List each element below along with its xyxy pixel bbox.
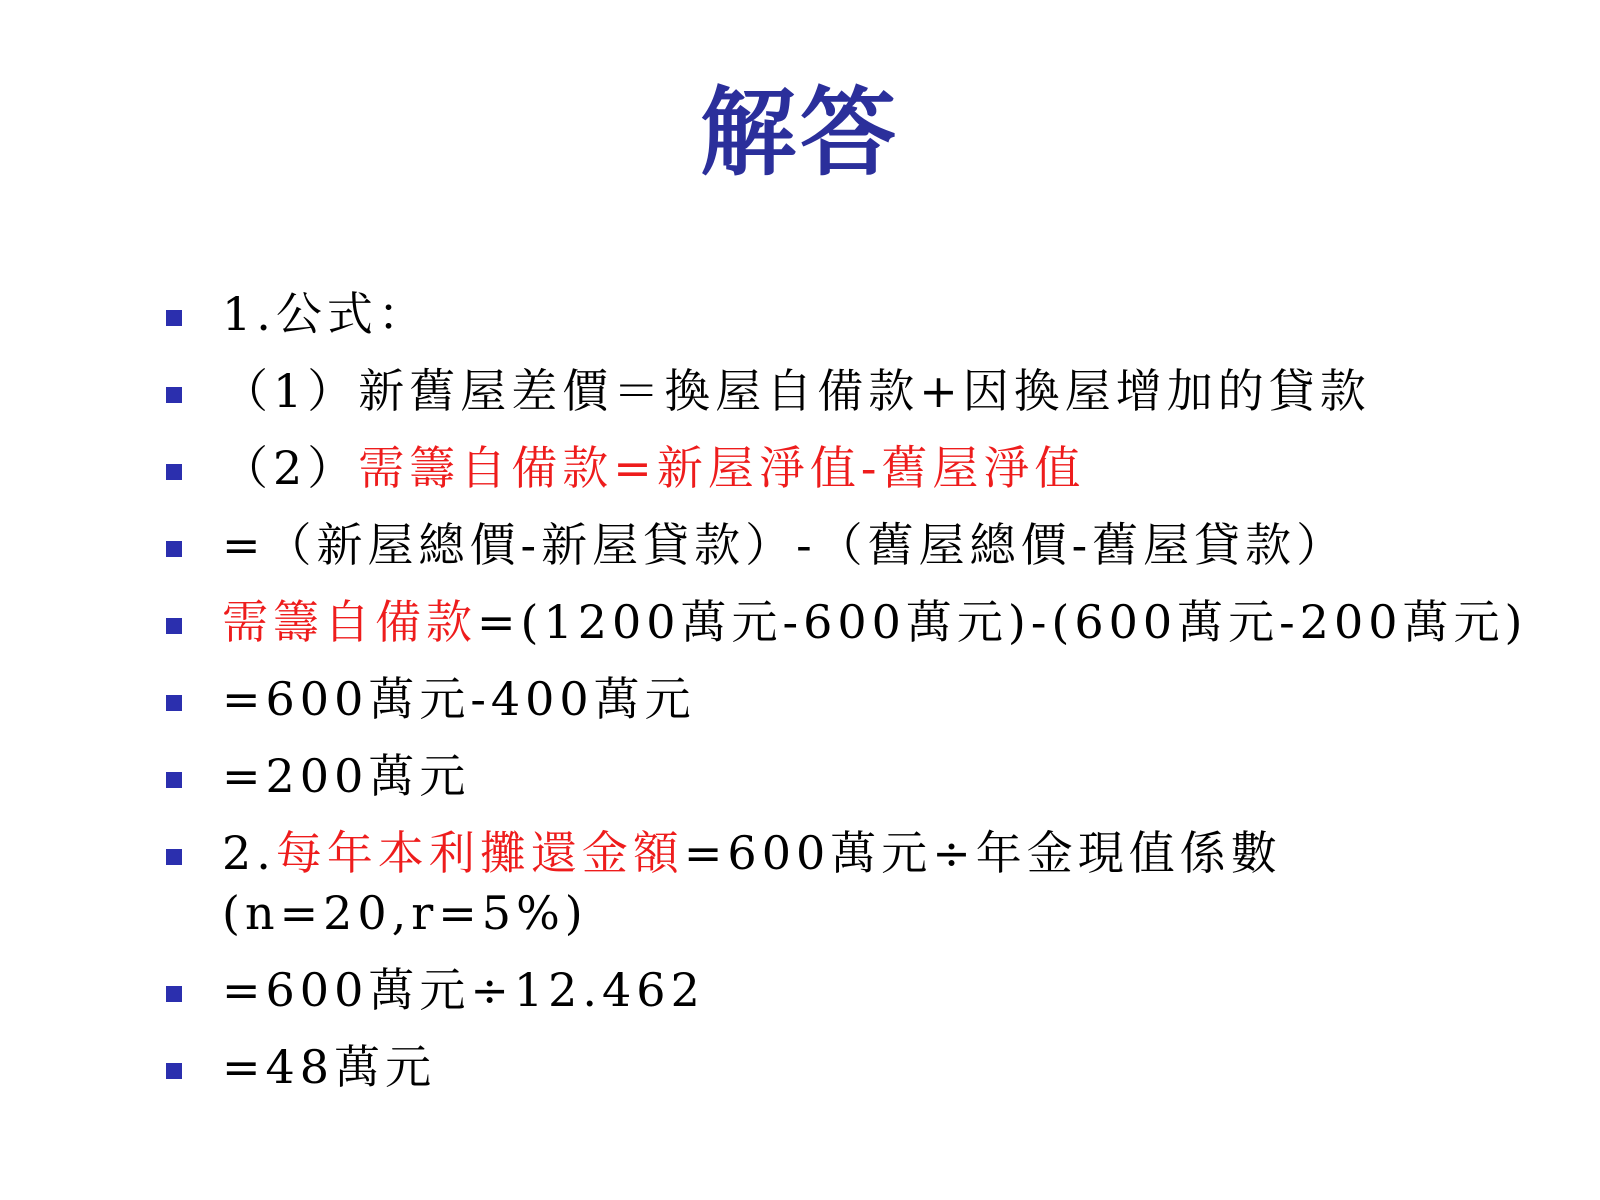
square-bullet-icon <box>166 695 182 711</box>
bullet-item-formula-1 <box>166 361 1566 438</box>
square-bullet-icon <box>166 387 182 403</box>
bullet-item-payment-result <box>166 1037 1566 1114</box>
bullet-text: =200萬元 <box>222 749 471 803</box>
bullet-text <box>222 592 1527 652</box>
slide-title: 解答 <box>700 76 900 189</box>
bullet-highlight: 需籌自備款 <box>222 595 477 649</box>
bullet-text: （1）新舊屋差價＝換屋自備款+因換屋增加的貸款 <box>222 364 1371 418</box>
bullet-suffix: =(1200萬元-600萬元)-(600萬元-200萬元) <box>477 595 1528 649</box>
bullet-second-line: (n=20,r=5%) <box>222 886 588 940</box>
bullet-item-step <box>166 669 1566 746</box>
bullet-list <box>166 284 1566 1114</box>
bullet-item-result <box>166 746 1566 823</box>
square-bullet-icon <box>166 986 182 1002</box>
bullet-text: =48萬元 <box>222 1040 437 1094</box>
bullet-prefix: （2） <box>222 441 359 495</box>
square-bullet-icon <box>166 541 182 557</box>
bullet-text <box>222 823 1282 943</box>
bullet-item-payment-formula <box>166 823 1566 960</box>
square-bullet-icon <box>166 1063 182 1079</box>
bullet-text: =600萬元÷12.462 <box>222 963 705 1017</box>
square-bullet-icon <box>166 310 182 326</box>
bullet-item-expansion <box>166 515 1566 592</box>
bullet-item-calculation <box>166 592 1566 669</box>
square-bullet-icon <box>166 464 182 480</box>
square-bullet-icon <box>166 849 182 865</box>
bullet-suffix: =600萬元÷年金現值係數 <box>683 826 1282 880</box>
bullet-text: =（新屋總價-新屋貸款）-（舊屋總價-舊屋貸款） <box>222 518 1348 572</box>
square-bullet-icon <box>166 772 182 788</box>
bullet-prefix: 2. <box>222 826 276 880</box>
bullet-highlight: 每年本利攤還金額 <box>275 826 684 880</box>
bullet-text: 1.公式： <box>222 287 429 341</box>
bullet-item-formula-2 <box>166 438 1566 515</box>
bullet-highlight: 需籌自備款=新屋淨值-舊屋淨值 <box>358 441 1086 495</box>
bullet-item-formula-heading <box>166 284 1566 361</box>
square-bullet-icon <box>166 618 182 634</box>
bullet-text: =600萬元-400萬元 <box>222 672 696 726</box>
bullet-item-payment-step <box>166 960 1566 1037</box>
bullet-text <box>222 438 1085 498</box>
